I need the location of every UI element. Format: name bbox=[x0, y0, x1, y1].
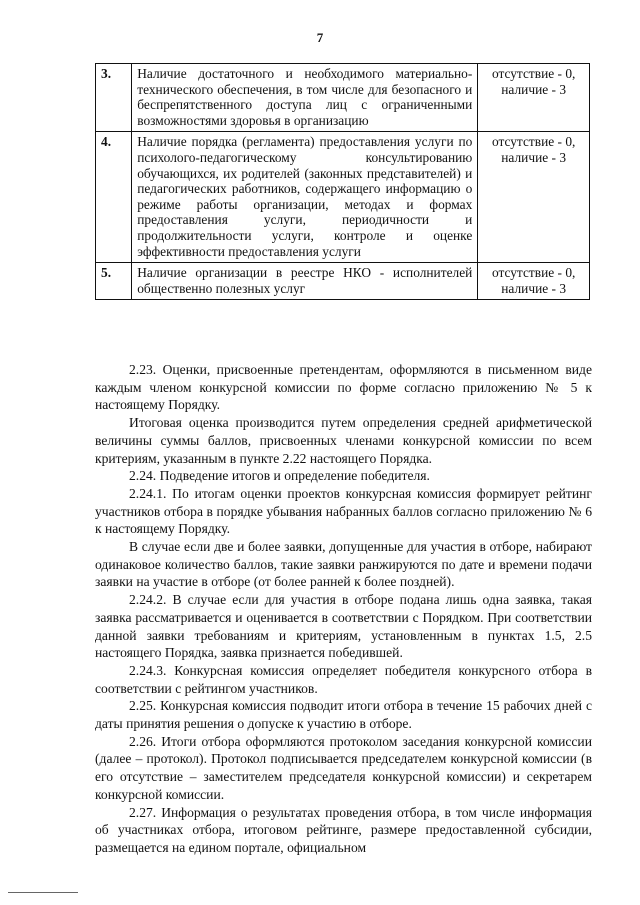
criterion-text: Наличие организации в реестре НКО - исполнителей общественно полезных услуг bbox=[132, 263, 478, 300]
table-row bbox=[96, 132, 590, 263]
paragraph-equal-score: В случае если две и более заявки, допущенные для участия в отборе, набирают одинаковое количество баллов, такие заявки ранжируются по дате и времени подачи заявки на участие в отборе (от более ранней к более поздней). bbox=[95, 539, 592, 590]
footer-divider bbox=[8, 892, 78, 893]
score-cell: отсутствие - 0, наличие - 3 bbox=[478, 132, 590, 263]
criterion-text: Наличие достаточного и необходимого материально-технического обеспечения, в том числе для безопасного и беспрепятственного доступа лиц с ограниченными возможностями здоровья в организацию bbox=[132, 64, 478, 132]
paragraph-final-score: Итоговая оценка производится путем определения средней арифметической величины суммы баллов, присвоенных членами конкурсной комиссии по всем критериям, указанным в пункте 2.22 настоящего Порядка. bbox=[95, 415, 592, 466]
paragraph-2-27: 2.27. Информация о результатах проведения отбора, в том числе информация об участниках отбора, итоговом рейтинге, размере предоставленной субсидии, размещается на едином портале, официальном bbox=[95, 804, 592, 855]
row-number: 4. bbox=[96, 132, 132, 263]
table-row bbox=[96, 64, 590, 132]
table-row bbox=[96, 263, 590, 300]
body-text bbox=[95, 361, 592, 857]
paragraph-2-24-1: 2.24.1. По итогам оценки проектов конкурсная комиссия формирует рейтинг участников отбора в порядке убывания набранных баллов согласно приложению № 6 к настоящему Порядку. bbox=[95, 485, 592, 537]
paragraph-2-26: 2.26. Итоги отбора оформляются протоколом заседания конкурсной комиссии (далее – протокол). Протокол подписывается председателем конкурсной комиссии (в его отсутствие – заместителем председателя конкурсной комиссии) и секретарем конкурсной комиссии. bbox=[95, 733, 592, 802]
row-number: 5. bbox=[96, 263, 132, 300]
paragraph-2-23: 2.23. Оценки, присвоенные претендентам, оформляются в письменном виде каждым членом конкурсной комиссии по форме согласно приложению № 5 к настоящему Порядку. bbox=[95, 362, 592, 413]
score-cell: отсутствие - 0, наличие - 3 bbox=[478, 64, 590, 132]
paragraph-2-25: 2.25. Конкурсная комиссия подводит итоги отбора в течение 15 рабочих дней с даты принятия решения о допуске к участию в отборе. bbox=[95, 698, 592, 732]
page-number: 7 bbox=[316, 30, 324, 45]
score-cell: отсутствие - 0, наличие - 3 bbox=[478, 263, 590, 300]
row-number: 3. bbox=[96, 64, 132, 132]
criteria-table bbox=[95, 63, 590, 300]
criterion-text: Наличие порядка (регламента) предоставления услуги по психолого-педагогическому консультированию обучающихся, их родителей (законных представителей) и педагогических работников, содержащего информацию о режиме работы организации, методах и формах предоставления услуги, периодичности и продолжительности услуги, контроле и оценке эффективности предоставления услуги bbox=[132, 132, 478, 263]
paragraph-2-24-3: 2.24.3. Конкурсная комиссия определяет победителя конкурсного отбора в соответствии с рейтингом участников. bbox=[95, 662, 592, 696]
paragraph-2-24-2: 2.24.2. В случае если для участия в отборе подана лишь одна заявка, такая заявка рассматривается и оценивается в соответствии с Порядком. При соответствии данной заявки требованиям и критериям, установленным в пунктах 1.5, 2.5 настоящего Порядка, заявка признается победившей. bbox=[95, 592, 592, 661]
paragraph-2-24: 2.24. Подведение итогов и определение победителя. bbox=[129, 468, 430, 484]
